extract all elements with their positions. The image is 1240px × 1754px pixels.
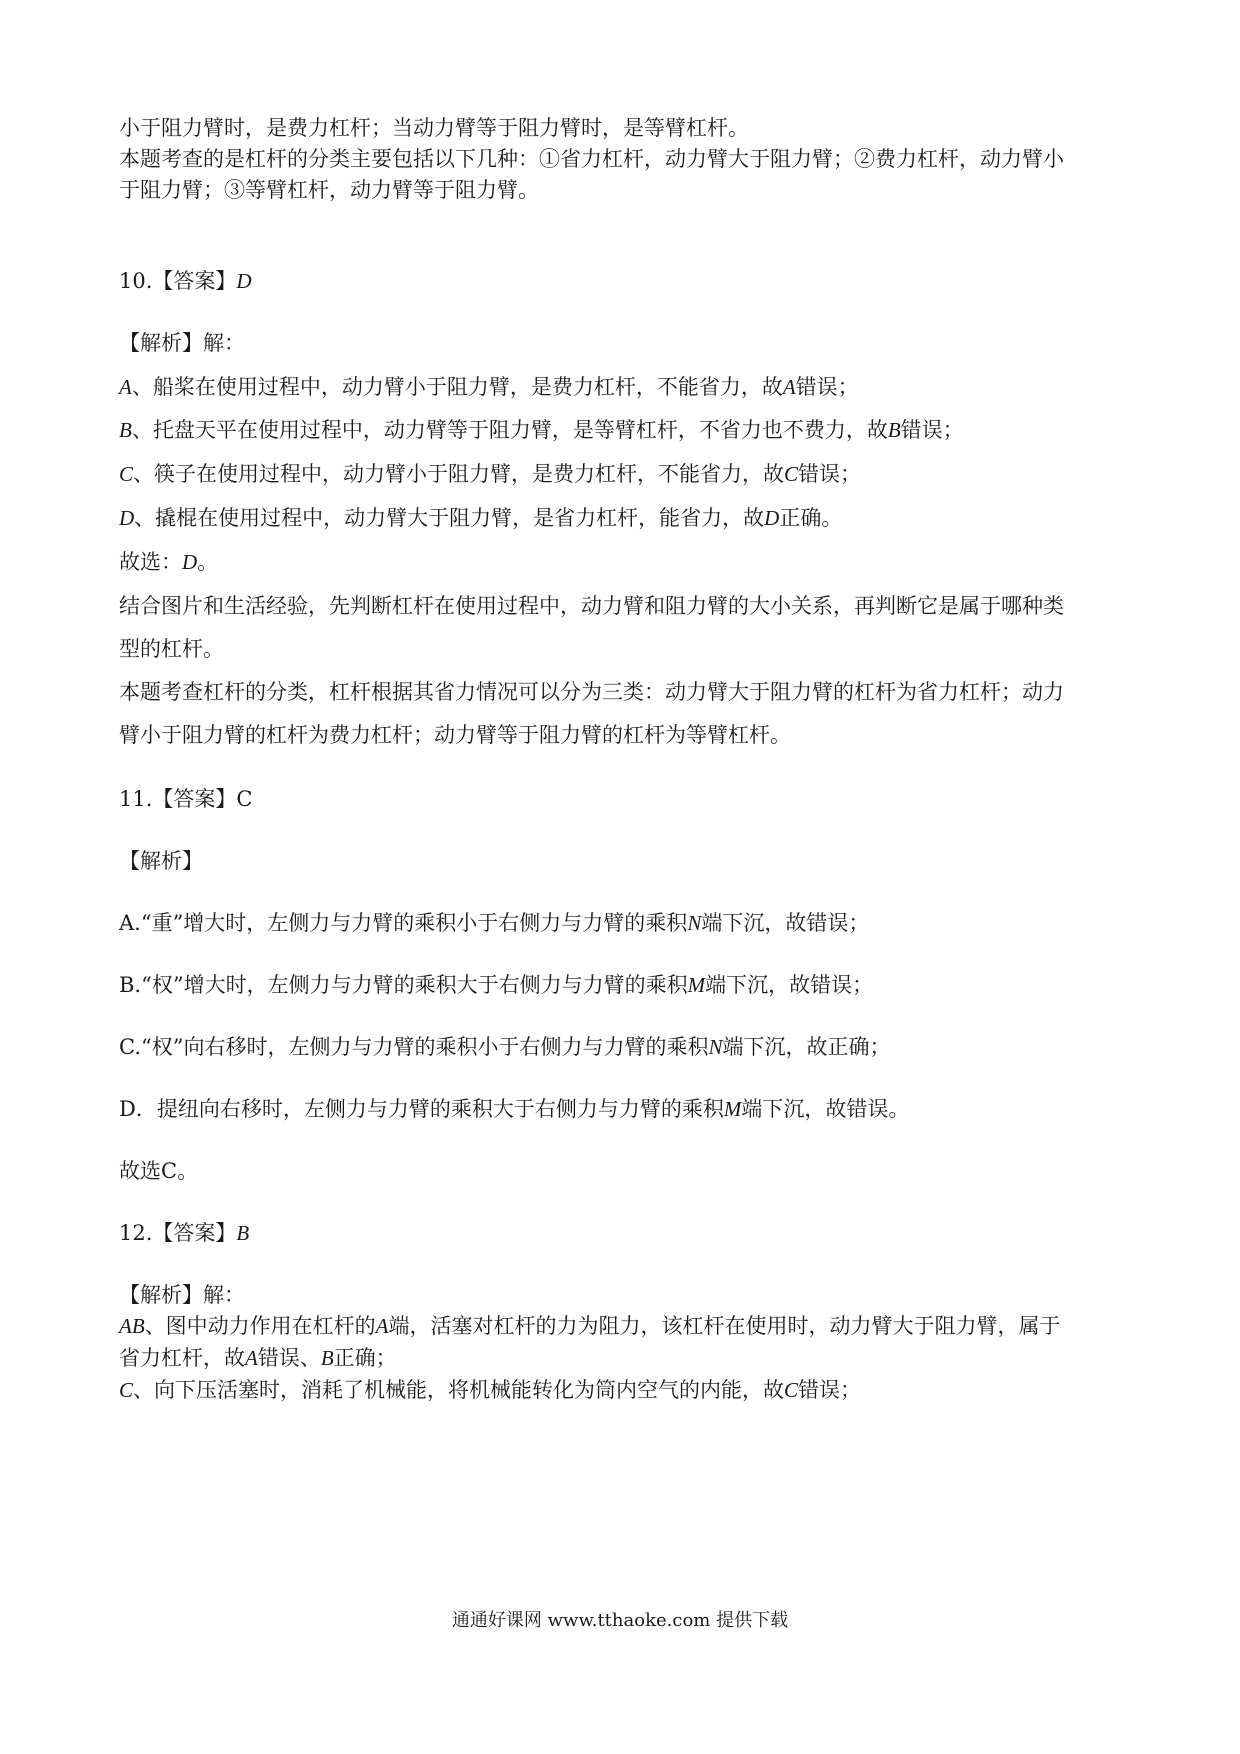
text-line: [119, 113, 749, 143]
text-line: [119, 634, 224, 664]
text-run: 错误；: [798, 1378, 862, 1402]
italic-variable: B: [320, 1346, 334, 1370]
text-run: 12.【答案】: [119, 1221, 237, 1245]
text-run: 本题考查杠杆的分类，杠杆根据其省力情况可以分为三类：动力臂大于阻力臂的杠杆为省力杠杆；动力: [119, 680, 1064, 704]
text-run: 小于阻力臂时，是费力杠杆；当动力臂等于阻力臂时，是等臂杠杆。: [119, 116, 749, 140]
text-run: 、撬棍在使用过程中，动力臂大于阻力臂，是省力杠杆，能省力，故: [134, 506, 765, 530]
text-run: 【解析】: [119, 849, 203, 873]
italic-variable: A: [782, 375, 796, 399]
italic-variable: C: [119, 1378, 134, 1402]
text-line: [119, 1375, 861, 1405]
text-run: 结合图片和生活经验，先判断杠杆在使用过程中，动力臂和阻力臂的大小关系，再判断它是属于哪种类: [119, 594, 1064, 618]
text-run: 本题考查的是杠杆的分类主要包括以下几种：①省力杠杆，动力臂大于阻力臂；②费力杠杆，动力臂小: [119, 147, 1064, 171]
text-line: [119, 1343, 397, 1373]
text-line: [119, 1311, 1060, 1341]
text-run: 型的杠杆。: [119, 637, 224, 661]
text-line: [119, 784, 252, 814]
text-line: [119, 372, 859, 402]
text-run: 正确；: [333, 1346, 397, 1370]
text-line: [119, 1032, 890, 1062]
text-run: 10.【答案】: [119, 269, 237, 293]
text-line: [119, 591, 1064, 621]
text-run: 端，活塞对杠杆的力为阻力，该杠杆在使用时，动力臂大于阻力臂，属于: [388, 1314, 1061, 1338]
italic-variable: B: [887, 418, 901, 442]
text-line: [119, 547, 218, 577]
italic-variable: C: [784, 1378, 799, 1402]
text-run: 错误、: [257, 1346, 321, 1370]
text-line: [119, 415, 964, 445]
text-run: 。: [197, 550, 219, 574]
text-run: 臂小于阻力臂的杠杆为费力杠杆；动力臂等于阻力臂的杠杆为等臂杠杆。: [119, 723, 791, 747]
text-run: 、图中动力作用在杠杆的: [144, 1314, 376, 1338]
text-run: 11.【答案】C: [119, 787, 253, 811]
text-run: C.“权”向右移时，左侧力与力臂的乘积小于右侧力与力臂的乘积: [119, 1035, 709, 1059]
text-run: 错误；: [795, 375, 859, 399]
text-run: 端下沉，故错误；: [701, 911, 870, 935]
italic-variable: C: [119, 462, 134, 486]
italic-variable: AB: [119, 1314, 145, 1338]
italic-variable: D: [764, 506, 780, 530]
italic-variable: B: [236, 1221, 250, 1245]
text-run: 错误；: [900, 418, 964, 442]
italic-variable: A: [245, 1346, 258, 1370]
text-run: 故选：: [119, 550, 182, 574]
text-run: 正确。: [779, 506, 843, 530]
italic-variable: A: [119, 375, 132, 399]
text-line: [119, 459, 861, 489]
text-line: [119, 266, 252, 296]
text-run: 、托盘天平在使用过程中，动力臂等于阻力臂，是等臂杠杆，不省力也不费力，故: [131, 418, 888, 442]
italic-variable: M: [687, 973, 706, 997]
text-line: [119, 175, 539, 205]
italic-variable: D: [236, 269, 252, 293]
text-run: 、向下压活塞时，消耗了机械能，将机械能转化为筒内空气的内能，故: [133, 1378, 785, 1402]
text-run: 端下沉，故正确；: [722, 1035, 891, 1059]
text-run: 端下沉，故错误。: [741, 1097, 910, 1121]
text-run: B.“权”增大时，左侧力与力臂的乘积大于右侧力与力臂的乘积: [119, 973, 688, 997]
text-run: D．提纽向右移时，左侧力与力臂的乘积大于右侧力与力臂的乘积: [119, 1097, 724, 1121]
text-line: [119, 846, 203, 876]
italic-variable: D: [182, 550, 198, 574]
text-run: 、筷子在使用过程中，动力臂小于阻力臂，是费力杠杆，不能省力，故: [133, 462, 785, 486]
text-line: [119, 1156, 198, 1186]
text-run: 省力杠杆，故: [119, 1346, 245, 1370]
italic-variable: B: [119, 418, 132, 442]
text-line: [119, 970, 873, 1000]
text-line: [119, 328, 245, 358]
text-line: [119, 503, 842, 533]
text-line: [119, 1280, 245, 1310]
text-line: [119, 908, 869, 938]
text-run: 【解析】解：: [119, 331, 245, 355]
text-line: [119, 677, 1064, 707]
italic-variable: A: [375, 1314, 389, 1338]
text-line: [119, 720, 791, 750]
italic-variable: N: [687, 911, 702, 935]
italic-variable: M: [723, 1097, 742, 1121]
text-run: 端下沉，故错误；: [705, 973, 874, 997]
text-run: 故选C。: [119, 1159, 199, 1183]
text-run: 错误；: [798, 462, 862, 486]
page-footer: 通通好课网 www.tthaoke.com 提供下载: [451, 1610, 789, 1631]
text-run: 于阻力臂；③等臂杠杆，动力臂等于阻力臂。: [119, 178, 539, 202]
italic-variable: N: [708, 1035, 723, 1059]
text-line: [119, 1218, 249, 1248]
italic-variable: D: [119, 506, 135, 530]
text-run: 、船桨在使用过程中，动力臂小于阻力臂，是费力杠杆，不能省力，故: [131, 375, 783, 399]
text-run: A.“重”增大时，左侧力与力臂的乘积小于右侧力与力臂的乘积: [119, 911, 688, 935]
italic-variable: C: [784, 462, 799, 486]
text-line: [119, 144, 1064, 174]
text-line: [119, 1094, 909, 1124]
text-run: 【解析】解：: [119, 1283, 245, 1307]
